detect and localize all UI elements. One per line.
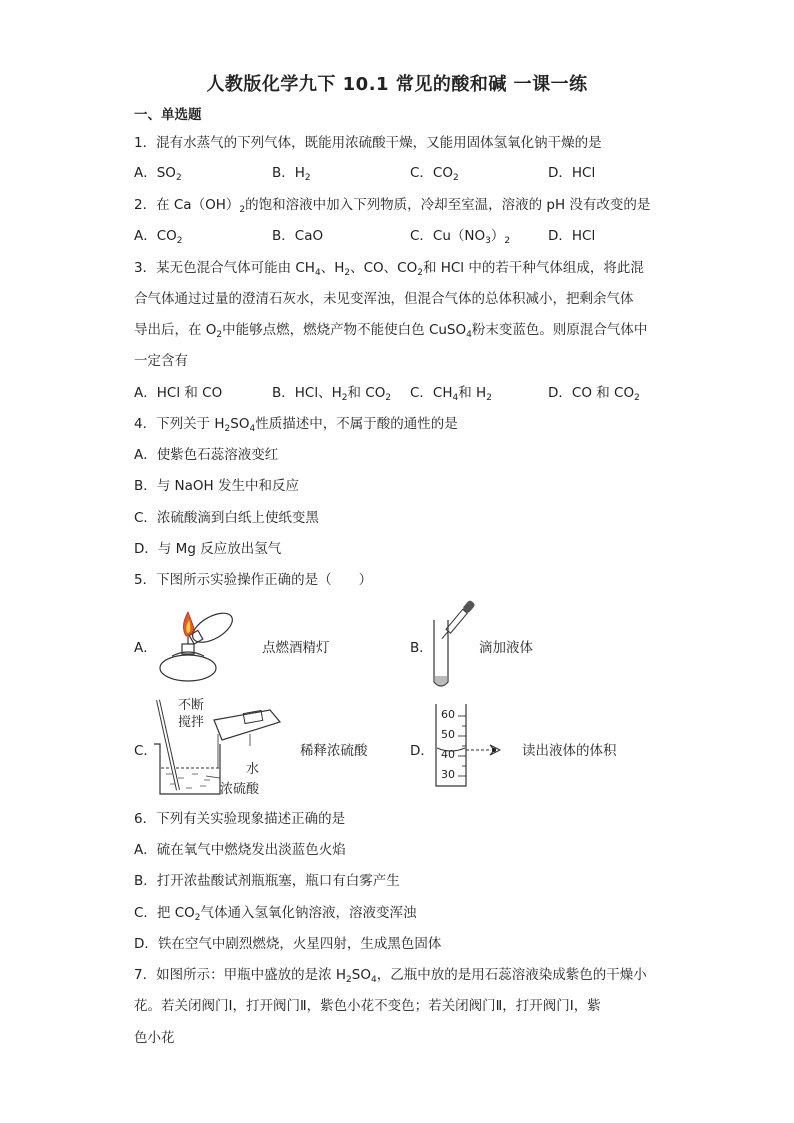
q1-option-d[interactable]: D．HCl bbox=[548, 165, 596, 181]
q2-option-b[interactable]: B．CaO bbox=[272, 228, 324, 244]
q3-option-c[interactable]: C．$CH_4$和 $H_2$ bbox=[410, 385, 492, 403]
q5-option-c-letter[interactable]: C． bbox=[134, 743, 157, 759]
question-7-line-3: 色小花 bbox=[134, 1030, 175, 1046]
q5-option-b-text: 滴加液体 bbox=[479, 640, 533, 656]
q5-option-c-text: 稀释浓硫酸 bbox=[300, 743, 368, 759]
q2-option-d[interactable]: D．HCl bbox=[548, 228, 596, 244]
q4-option-b[interactable]: B．与 NaOH 发生中和反应 bbox=[134, 478, 299, 494]
q5-option-b-letter[interactable]: B． bbox=[410, 640, 433, 656]
q3-option-b[interactable]: B．HCl、$H_2$和 $CO_2$ bbox=[272, 385, 392, 403]
q6-option-b[interactable]: B．打开浓盐酸试剂瓶瓶塞，瓶口有白雾产生 bbox=[134, 873, 400, 889]
q5-c-stir-label-2: 搅拌 bbox=[178, 715, 205, 730]
question-1-stem: 1．混有水蒸气的下列气体，既能用浓硫酸干燥，又能用固体氢氧化钠干燥的是 bbox=[134, 135, 602, 151]
question-3-line-3: 导出后，在 $O_2$中能够点燃，燃烧产物不能使白色 CuSO$_4$粉末变蓝色。则原混合气体中 bbox=[134, 322, 648, 340]
q1-option-a[interactable]: A．$SO_2$ bbox=[134, 165, 182, 183]
q5-c-acid-label: 浓硫酸 bbox=[220, 782, 260, 797]
question-3-line-2: 合气体通过过量的澄清石灰水，未见变浑浊，但混合气体的总体积减小，把剩余气体 bbox=[134, 291, 634, 307]
q5-option-a-text: 点燃酒精灯 bbox=[262, 640, 330, 656]
q5-option-a-letter[interactable]: A． bbox=[134, 640, 157, 656]
q6-option-c[interactable]: C．把 $CO_2$气体通入氢氧化钠溶液，溶液变浑浊 bbox=[134, 905, 417, 923]
q6-option-d[interactable]: D．铁在空气中剧烈燃烧，火星四射，生成黑色固体 bbox=[134, 936, 442, 952]
question-2-stem: 2．在 $Ca(OH)_2$的饱和溶液中加入下列物质，冷却至室温，溶液的 pH 没有改变的是 bbox=[134, 197, 651, 215]
q6-option-a[interactable]: A．硫在氧气中燃烧发出淡蓝色火焰 bbox=[134, 842, 346, 858]
q4-option-c[interactable]: C．浓硫酸滴到白纸上使纸变黑 bbox=[134, 510, 319, 526]
question-7-line-2: 花。若关闭阀门Ⅰ，打开阀门Ⅱ，紫色小花不变色；若关闭阀门Ⅱ，打开阀门Ⅰ，紫 bbox=[134, 998, 601, 1014]
q2-option-c[interactable]: C．$Cu(NO_3)_2$ bbox=[410, 228, 511, 246]
cylinder-tick-40: 40 bbox=[441, 748, 455, 761]
alcohol-lamp-figure bbox=[150, 598, 245, 686]
page-title: 人教版化学九下 10.1 常见的酸和碱 一课一练 bbox=[206, 74, 588, 95]
q5-option-d-letter[interactable]: D． bbox=[410, 743, 434, 759]
q1-option-b[interactable]: B．$H_2$ bbox=[272, 165, 311, 183]
q2-option-a[interactable]: A．$CO_2$ bbox=[134, 228, 183, 246]
q5-option-d-text: 读出液体的体积 bbox=[522, 743, 617, 759]
q1-option-c[interactable]: C．$CO_2$ bbox=[410, 165, 459, 183]
section-heading: 一、单选题 bbox=[134, 107, 202, 123]
question-5-stem: 5．下图所示实验操作正确的是（ ） bbox=[134, 572, 373, 588]
q5-c-stir-label-1: 不断 bbox=[178, 698, 205, 713]
q4-option-a[interactable]: A．使紫色石蕊溶液变红 bbox=[134, 447, 279, 463]
cylinder-tick-60: 60 bbox=[441, 708, 455, 721]
q3-option-a[interactable]: A．HCl 和 CO bbox=[134, 385, 223, 401]
question-6-stem: 6．下列有关实验现象描述正确的是 bbox=[134, 811, 346, 827]
q4-option-d[interactable]: D．与 Mg 反应放出氢气 bbox=[134, 541, 282, 557]
question-3-line-4: 一定含有 bbox=[134, 353, 188, 369]
q5-c-water-label: 水 bbox=[246, 762, 260, 777]
question-7-line-1: 7．如图所示：甲瓶中盛放的是浓 $H_2SO_4$，乙瓶中放的是用石蕊溶液染成紫色的干燥小 bbox=[134, 967, 647, 985]
question-4-stem: 4．下列关于 $H_2SO_4$性质描述中，不属于酸的通性的是 bbox=[134, 416, 458, 434]
cylinder-tick-50: 50 bbox=[441, 728, 455, 741]
question-3-line-1: 3．某无色混合气体可能由 $CH_4$、$H_2$、CO、$CO_2$和 HCl 中的若干种气体组成，将此混 bbox=[134, 260, 644, 278]
q3-option-d[interactable]: D．CO 和 $CO_2$ bbox=[548, 385, 640, 403]
cylinder-tick-30: 30 bbox=[441, 768, 455, 781]
